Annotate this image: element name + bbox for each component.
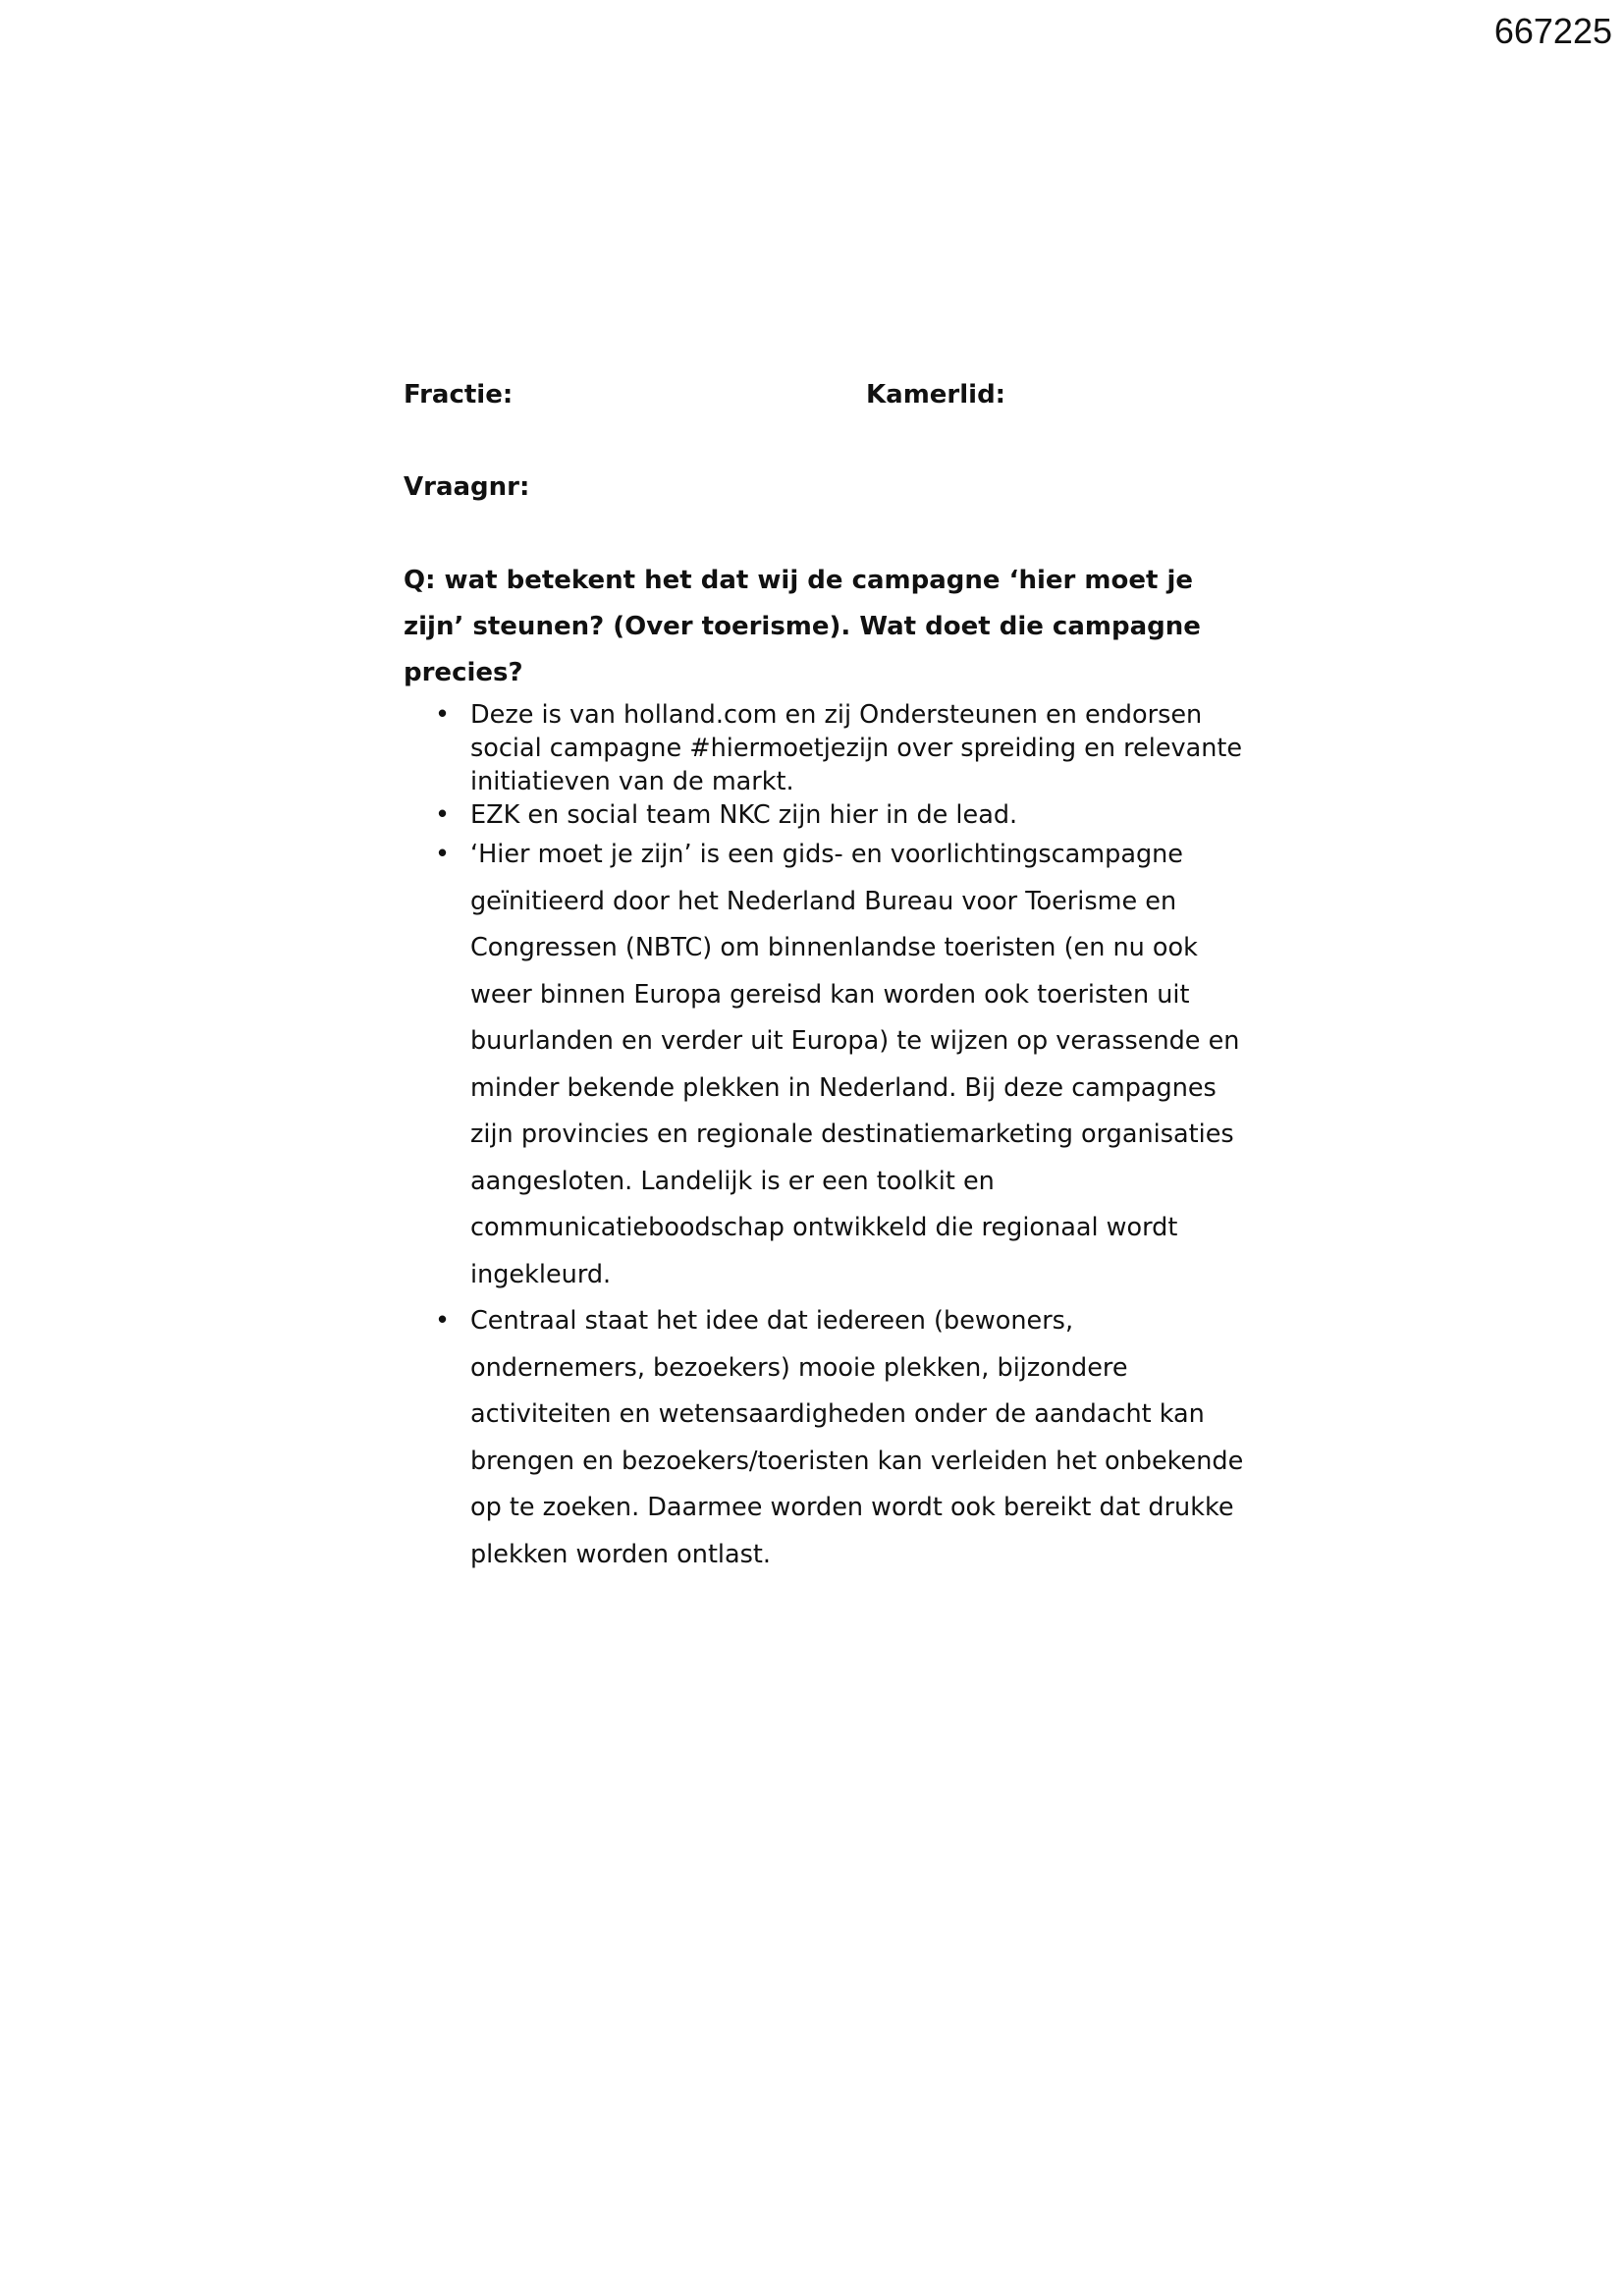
vraagnr-label: Vraagnr: [404, 472, 530, 502]
answer-item: • Centraal staat het idee dat iedereen (bewoners, ondernemers, bezoekers) mooie plekken, bijzondere activiteiten en wetensaardigheden onder de aandacht kan brengen en bezoekers/toeristen kan verleiden het onbekende op te zoeken. Daarmee worden wordt ook bereikt dat drukke plekken worden ontlast. [404, 1298, 1248, 1578]
question-text: Q: wat betekent het dat wij de campagne ‘hier moet je zijn’ steunen? (Over toerisme). Wat doet die campagne precies? [404, 566, 1201, 687]
kamerlid-label: Kamerlid: [866, 380, 1006, 410]
document-number: 667225 [1493, 11, 1612, 51]
answer-list [404, 698, 1248, 1578]
fractie-label: Fractie: [404, 380, 514, 410]
answer-item: • Deze is van holland.com en zij Ondersteunen en endorsen social campagne #hiermoetjezijn over spreiding en relevante initiatieven van de markt. [404, 698, 1248, 798]
document-body [404, 371, 1248, 1578]
header-fields [404, 371, 1248, 418]
answer-item: • EZK en social team NKC zijn hier in de lead. [404, 798, 1248, 832]
answer-item: • ‘Hier moet je zijn’ is een gids- en voorlichtingscampagne geïnitieerd door het Nederland Bureau voor Toerisme en Congressen (NBTC) om binnenlandse toeristen (en nu ook weer binnen Europa gereisd kan worden ook toeristen uit buurlanden en verder uit Europa) te wijzen op verassende en minder bekende plekken in Nederland. Bij deze campagnes zijn provincies en regionale destinatiemarketing organisaties aangesloten. Landelijk is er een toolkit en communicatieboodschap ontwikkeld die regionaal wordt ingekleurd. [404, 832, 1248, 1298]
